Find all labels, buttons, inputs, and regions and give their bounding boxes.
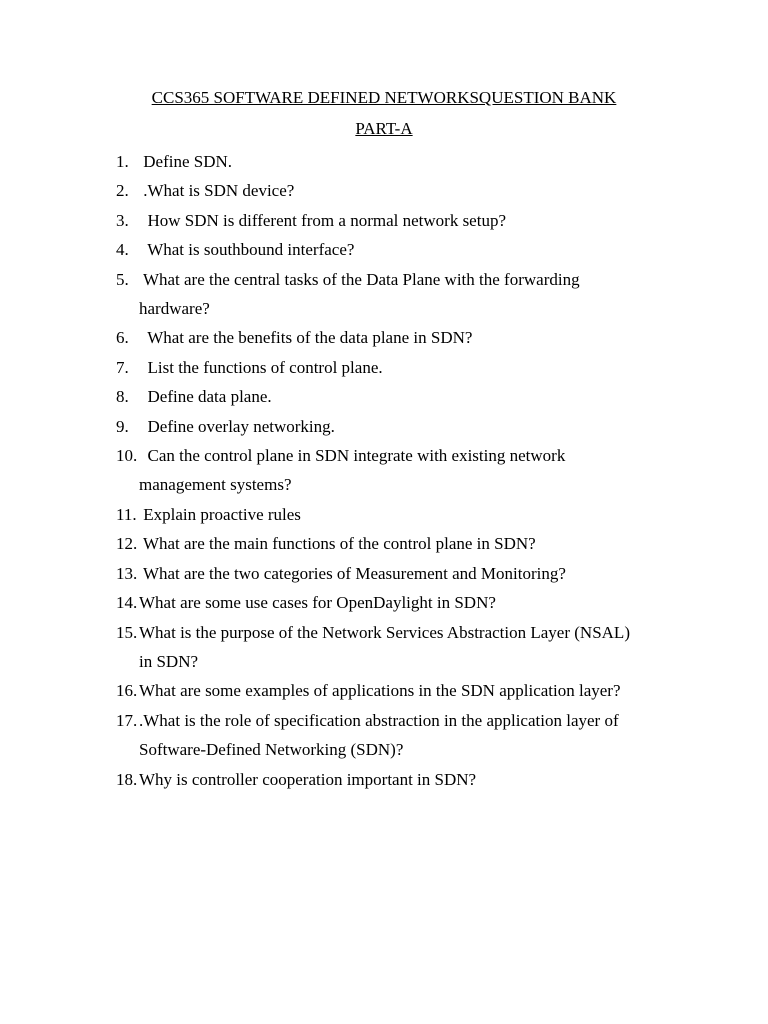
question-item [116, 206, 676, 235]
question-text: What are the two categories of Measurement and Monitoring? [139, 563, 566, 583]
question-number: 15. [116, 622, 138, 642]
question-number: 16. [116, 681, 138, 701]
question-item [116, 618, 676, 677]
question-number: 1. [116, 152, 129, 171]
question-text: Why is controller cooperation important in SDN? [139, 769, 477, 789]
question-continuation: Software-Defined Networking (SDN)? [139, 740, 404, 760]
question-item [116, 382, 676, 411]
section-heading: PART-A [355, 119, 413, 138]
question-item [116, 323, 676, 352]
question-text: What are the central tasks of the Data Plane with the forwarding [139, 269, 580, 289]
document-title: CCS365 SOFTWARE DEFINED NETWORKSQUESTION BANK [151, 88, 617, 107]
question-item [116, 676, 676, 705]
question-number: 14. [116, 593, 138, 613]
question-text: Define overlay networking. [139, 416, 335, 436]
question-text: Can the control plane in SDN integrate with existing network [139, 446, 566, 466]
question-number: 12. [116, 534, 138, 554]
question-text: Define SDN. [139, 152, 233, 171]
question-text: What are some use cases for OpenDaylight in SDN? [139, 593, 496, 613]
question-item [116, 559, 676, 588]
question-item [116, 441, 676, 500]
question-text: .What is SDN device? [139, 181, 295, 201]
question-number: 10. [116, 446, 138, 466]
question-number: 7. [116, 357, 129, 377]
question-item [116, 412, 676, 441]
question-number: 5. [116, 269, 129, 289]
question-number: 4. [116, 240, 129, 260]
question-number: 3. [116, 210, 129, 230]
question-item [116, 765, 676, 794]
question-number: 2. [116, 181, 129, 201]
question-text: What is southbound interface? [139, 240, 355, 260]
question-item [116, 529, 676, 558]
question-number: 17. [116, 710, 138, 730]
question-item [116, 235, 676, 264]
question-number: 11. [116, 504, 137, 524]
question-item [116, 353, 676, 382]
question-item [116, 706, 676, 765]
question-number: 6. [116, 328, 129, 348]
question-list [116, 147, 676, 794]
question-number: 8. [116, 387, 129, 407]
question-text: What are some examples of applications in the SDN application layer? [139, 681, 621, 701]
question-number: 13. [116, 563, 138, 583]
question-continuation: hardware? [139, 299, 210, 319]
question-text: What are the main functions of the control plane in SDN? [139, 534, 536, 554]
question-item [116, 500, 676, 529]
question-text: Explain proactive rules [139, 504, 301, 524]
question-number: 18. [116, 769, 138, 789]
question-text: Define data plane. [139, 387, 272, 407]
question-text: List the functions of control plane. [139, 357, 383, 377]
question-text: What is the purpose of the Network Services Abstraction Layer (NSAL) [139, 622, 630, 642]
question-continuation: management systems? [139, 475, 292, 495]
question-text: How SDN is different from a normal network setup? [139, 210, 506, 230]
question-item [116, 147, 676, 176]
question-item [116, 588, 676, 617]
question-number: 9. [116, 416, 129, 436]
question-item [116, 176, 676, 205]
question-item [116, 265, 676, 324]
question-continuation: in SDN? [139, 651, 199, 671]
question-text: What are the benefits of the data plane in SDN? [139, 328, 473, 348]
question-text: .What is the role of specification abstraction in the application layer of [139, 710, 619, 730]
